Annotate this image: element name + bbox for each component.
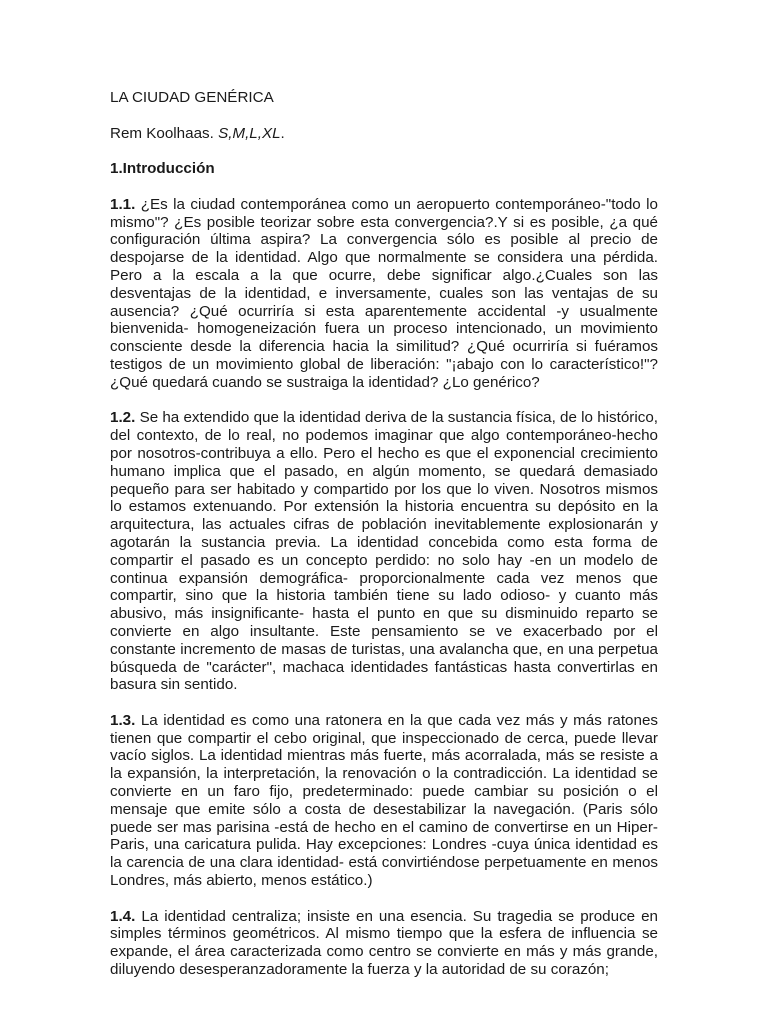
paragraph-number: 1.2.	[110, 409, 136, 427]
author-line-end: .	[280, 124, 285, 142]
paragraph-text: ¿Es la ciudad contemporánea como un aeropuerto contemporáneo-"todo lo mismo"? ¿Es posible teorizar sobre esta convergencia?.Y si es posible, ¿a qué configuración última aspira? La convergencia sólo es posible al precio de despojarse de la identidad. Algo que normalmente se considera una pérdida. Pero a la escala a la que ocurre, debe significar algo.¿Cuales son las desventajas de la identidad, e inversamente, cuales son las ventajas de su ausencia? ¿Qué ocurriría si esta aparentemente accidental -y usualmente bienvenida- homogeneización fuera un proceso intencionado, un movimiento consciente desde la diferencia hacia la similitud? ¿Qué ocurriría si fuéramos testigos de un movimiento global de liberación: "¡abajo con lo característico!"? ¿Qué quedará cuando se sustraiga la identidad? ¿Lo genérico?	[110, 195, 658, 391]
paragraph-text: Se ha extendido que la identidad deriva de la sustancia física, de lo histórico, del contexto, de lo real, no podemos imaginar que algo contemporáneo-hecho por nosotros-contribuya a ello. Pero el hecho es que el exponencial crecimiento humano implica que el pasado, en algún momento, se quedará demasiado pequeño para ser habitado y compartido por los que lo viven. Nosotros mismos lo estamos extenuando. Por extensión la historia encuentra su depósito en la arquitectura, las actuales cifras de población inevitablemente explosionarán y agotarán la sustancia previa. La identidad concebida como esta forma de compartir el pasado es un concepto perdido: no solo hay -en un modelo de continua expansión demográfica- proporcionalmente cada vez menos que compartir, sino que la historia también tiene su lado odioso- y cuanto más abusivo, más insignificante- hasta el punto en que su disminuido reparto se convierte en algo insultante. Este pensamiento se ve exacerbado por el constante incremento de masas de turistas, una avalancha que, en una perpetua búsqueda de "carácter", machaca identidades fantásticas hasta convertirlas en basura sin sentido.	[110, 409, 658, 694]
paragraph-text: La identidad es como una ratonera en la que cada vez más y más ratones tienen que compartir el cebo original, que inspeccionado de cerca, puede llevar vacío siglos. La identidad mientras más fuerte, más acorralada, más se resiste a la expansión, la interpretación, la renovación o la contradicción. La identidad se convierte en un faro fijo, predeterminado: puede cambiar su posición o el mensaje que emite sólo a costa de desestabilizar la navegación. (Paris sólo puede ser mas parisina -está de hecho en el camino de convertirse en un Hiper-Paris, una caricatura pulida. Hay excepciones: Londres -cuya única identidad es la carencia de una clara identidad- está convirtiéndose perpetuamente en menos Londres, más abierto, menos estático.)	[110, 711, 658, 890]
author-name: Rem Koolhaas.	[110, 124, 219, 142]
paragraph-1-2	[110, 409, 658, 694]
paragraph-1-1	[110, 196, 658, 392]
paragraph-number: 1.1.	[110, 195, 136, 213]
paragraph-number: 1.4.	[110, 907, 136, 925]
paragraph-1-4	[110, 908, 658, 979]
document-title: LA CIUDAD GENÉRICA	[110, 89, 274, 106]
paragraph-text: La identidad centraliza; insiste en una esencia. Su tragedia se produce en simples términos geométricos. Al mismo tiempo que la esfera de influencia se expande, el área caracterizada como centro se convierte en más y más grande, diluyendo desesperanzadoramente la fuerza y la autoridad de su corazón;	[110, 907, 658, 979]
paragraph-1-3	[110, 712, 658, 890]
author-line	[110, 125, 658, 143]
book-title: S,M,L,XL	[218, 124, 281, 142]
document-page	[110, 89, 658, 997]
section-heading: 1.Introducción	[110, 160, 215, 178]
paragraph-number: 1.3.	[110, 711, 136, 729]
